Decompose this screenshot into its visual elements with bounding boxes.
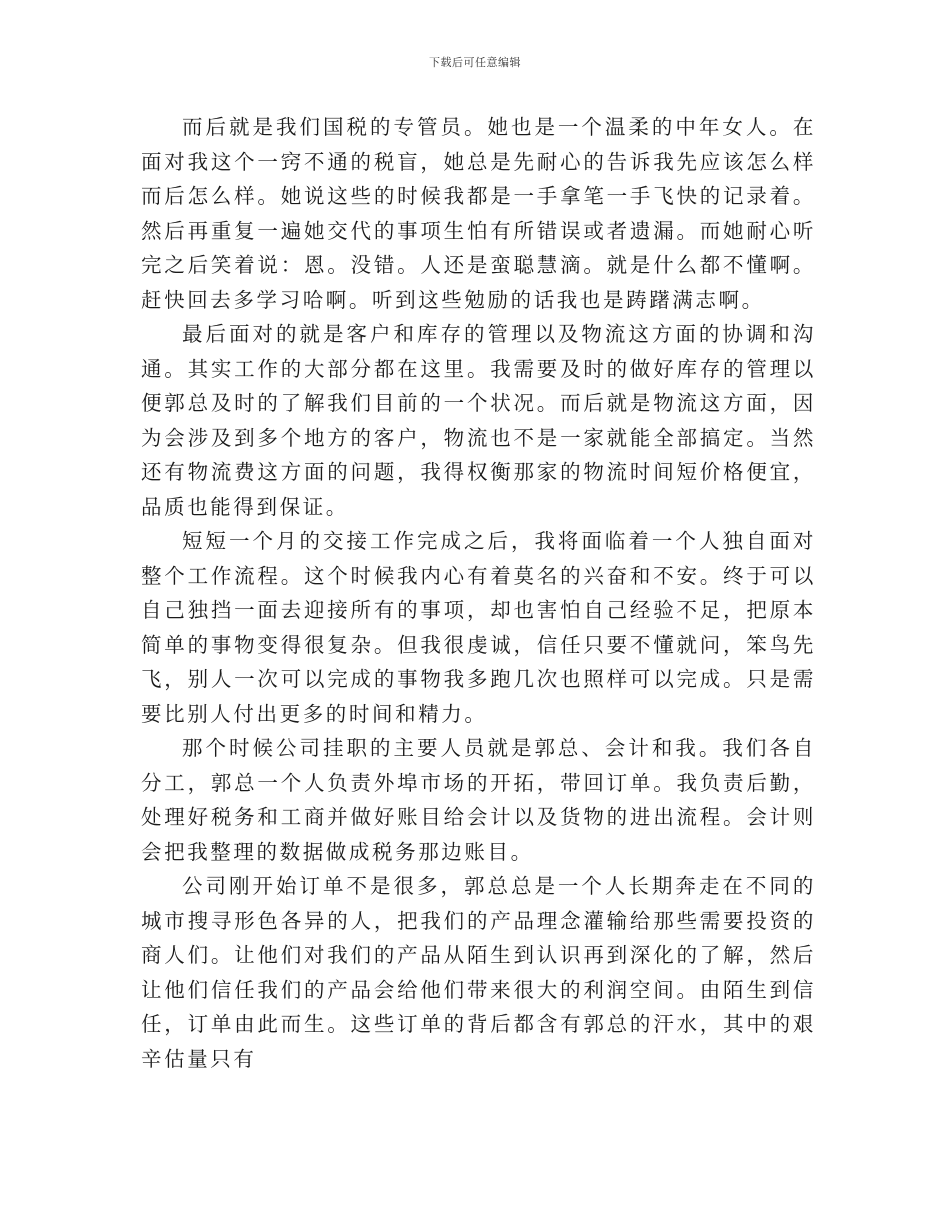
paragraph-logistics: 最后面对的就是客户和库存的管理以及物流这方面的协调和沟通。其实工作的大部分都在这里。我需要及时的做好库存的管理以便郭总及时的了解我们目前的一个状况。而后就是物流这方面，因为会涉及到多个地方的客户，物流也不是一家就能全部搞定。当然还有物流费这方面的问题，我得权衡那家的物流时间短价格便宜，品质也能得到保证。 [141,322,816,519]
paragraph-staff-roles: 那个时候公司挂职的主要人员就是郭总、会计和我。我们各自分工，郭总一个人负责外埠市场的开拓，带回订单。我负责后勤，处理好税务和工商并做好账目给会计以及货物的进出流程。会计则会把我整理的数据做成税务那边账目。 [141,736,816,864]
paragraph-orders: 公司刚开始订单不是很多，郭总总是一个人长期奔走在不同的城市搜寻形色各异的人，把我们的产品理念灌输给那些需要投资的商人们。让他们对我们的产品从陌生到认识再到深化的了解，然后让他们信任我们的产品会给他们带来很大的利润空间。由陌生到信任，订单由此而生。这些订单的背后都含有郭总的汗水，其中的艰辛估量只有 [141,874,816,1071]
paragraph-handover: 短短一个月的交接工作完成之后，我将面临着一个人独自面对整个工作流程。这个时候我内心有着莫名的兴奋和不安。终于可以自己独挡一面去迎接所有的事项，却也害怕自己经验不足，把原本简单的事物变得很复杂。但我很虔诚，信任只要不懂就问，笨鸟先飞，别人一次可以完成的事物我多跑几次也照样可以完成。只是需要比别人付出更多的时间和精力。 [141,529,816,726]
paragraph-tax-officer: 而后就是我们国税的专管员。她也是一个温柔的中年女人。在面对我这个一窍不通的税盲，她总是先耐心的告诉我先应该怎么样而后怎么样。她说这些的时候我都是一手拿笔一手飞快的记录着。然后再重复一遍她交代的事项生怕有所错误或者遗漏。而她耐心听完之后笑着说：恩。没错。人还是蛮聪慧滴。就是什么都不懂啊。赶快回去多学习哈啊。听到这些勉励的话我也是踌躇满志啊。 [141,115,816,312]
page-header: 下载后可任意编辑 [429,56,521,69]
document-body [141,110,816,1076]
